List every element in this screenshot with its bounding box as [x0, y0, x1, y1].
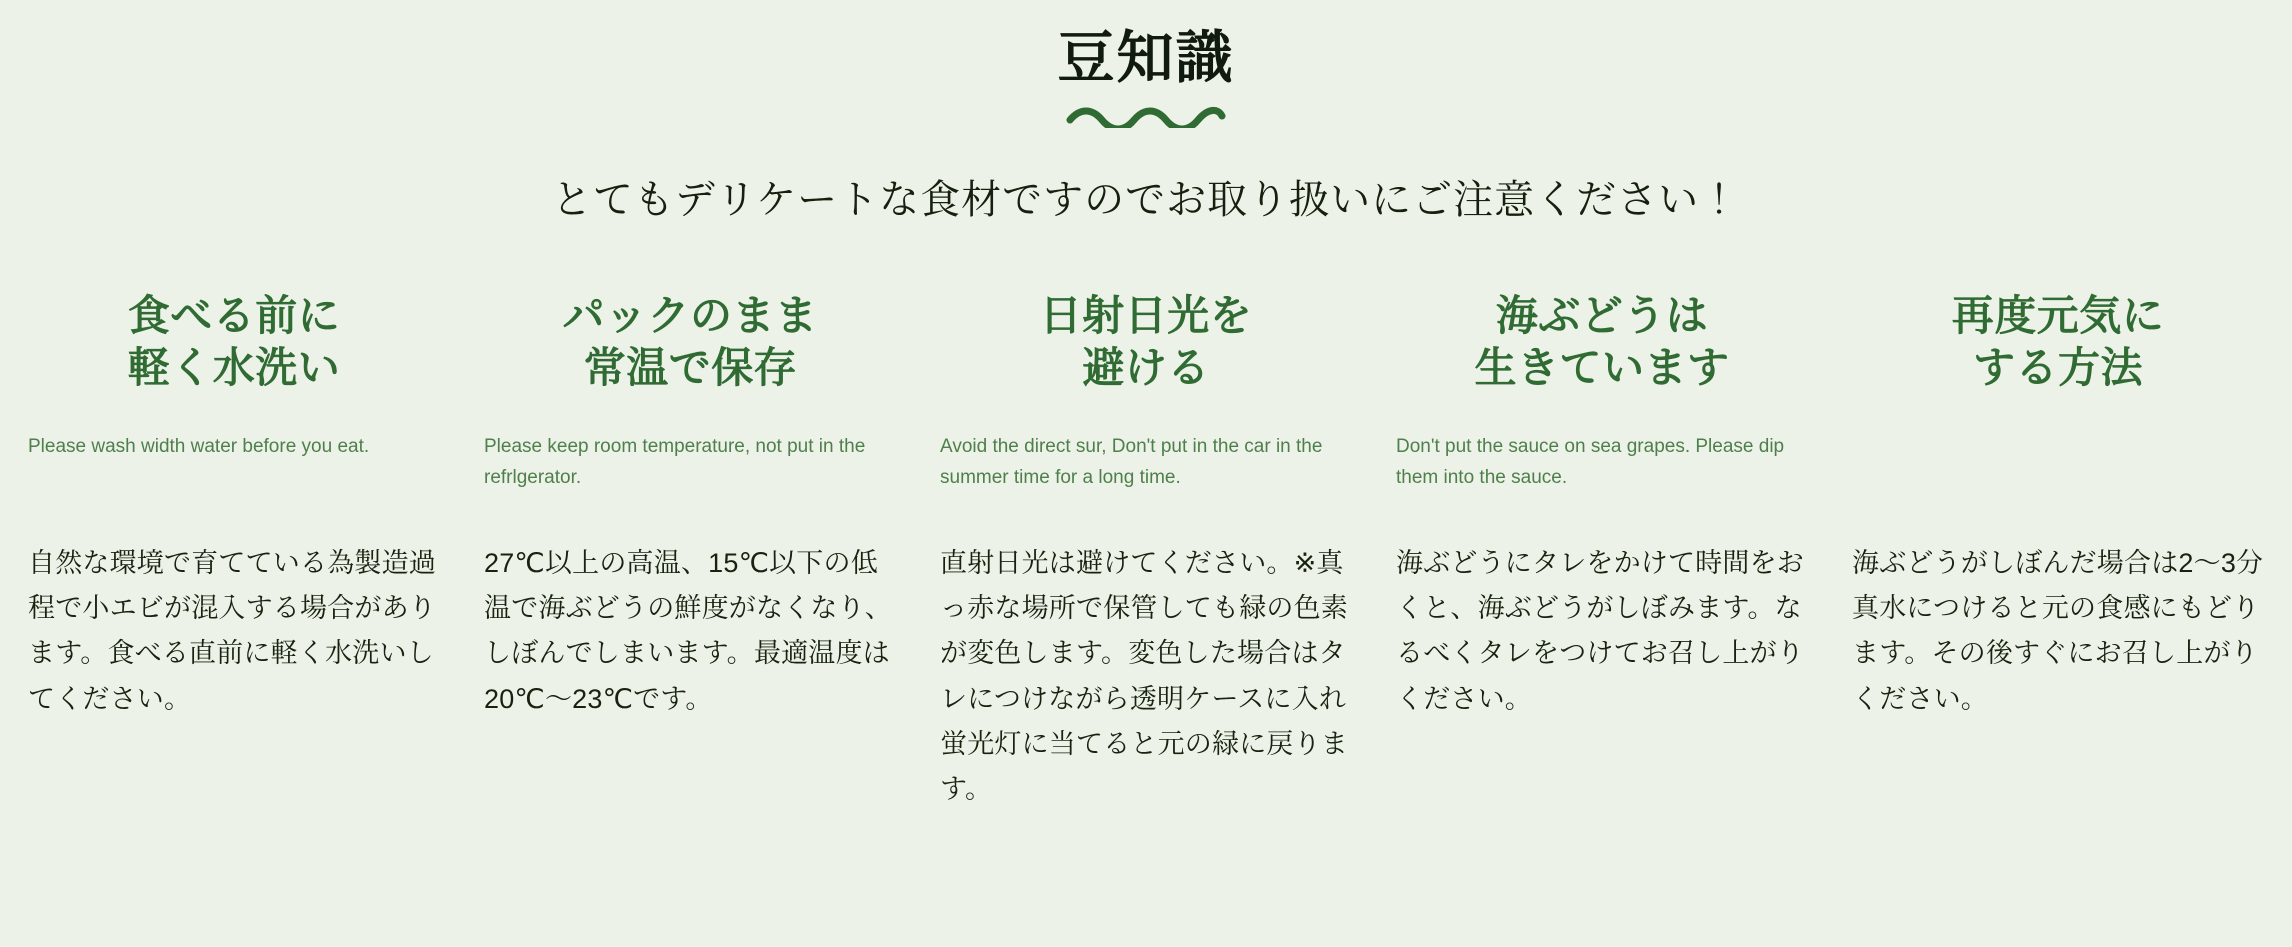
- tip-english-text: Please keep room temperature, not put in the refrlgerator.: [484, 435, 866, 488]
- tip-column: [1852, 290, 2264, 722]
- tip-title-line: 食べる前に: [127, 291, 341, 339]
- tip-english-text: Don't put the sauce on sea grapes. Please dip them into the sauce.: [1396, 435, 1785, 488]
- tip-title-line: 常温で保存: [583, 344, 797, 392]
- tip-title-line: 避ける: [1082, 344, 1210, 392]
- tip-title-line: パックのまま: [562, 291, 818, 339]
- tip-column: [940, 290, 1352, 813]
- tip-title-line: 日射日光を: [1039, 291, 1253, 339]
- tip-title-line: 軽く水洗い: [127, 344, 341, 392]
- tip-title: [940, 290, 1352, 395]
- tip-english-text: [1852, 431, 2264, 527]
- tip-japanese-text: 自然な環境で育てている為製造過程で小エビが混入する場合があります。食べる直前に軽く水洗いしてください。: [28, 547, 436, 714]
- page-header: [0, 0, 2292, 128]
- tip-english-text: Avoid the direct sur, Don't put in the car in the summer time for a long time.: [940, 435, 1323, 488]
- page-subtitle: とてもデリケートな食材ですのでお取り扱いにご注意ください！: [551, 177, 1741, 222]
- tip-column: [484, 290, 896, 722]
- tip-column: [28, 290, 440, 722]
- tip-title: [1396, 290, 1808, 395]
- tip-title-line: 生きています: [1474, 344, 1730, 392]
- tip-japanese-text: 27℃以上の高温、15℃以下の低温で海ぶどうの鮮度がなくなり、しぼんでしまいます。最適温度は20℃〜23℃です。: [484, 547, 892, 714]
- wavy-line-icon: [1066, 106, 1226, 128]
- tip-japanese-text: 直射日光は避けてください。※真っ赤な場所で保管しても緑の色素が変色します。変色した場合はタレにつけながら透明ケースに入れ蛍光灯に当てると元の緑に戻ります。: [940, 547, 1348, 805]
- tip-english-text: Please wash width water before you eat.: [28, 435, 370, 457]
- tip-column: [1396, 290, 1808, 722]
- tip-title-line: する方法: [1972, 344, 2143, 392]
- tip-title: [28, 290, 440, 395]
- tip-title: [1852, 290, 2264, 395]
- page-title: 豆知識: [1057, 26, 1235, 90]
- tip-title-line: 再度元気に: [1951, 291, 2165, 339]
- tips-columns: [28, 290, 2264, 813]
- tip-japanese-text: 海ぶどうがしぼんだ場合は2〜3分真水につけると元の食感にもどります。その後すぐにお召し上がりください。: [1852, 547, 2264, 714]
- tip-title: [484, 290, 896, 395]
- tip-japanese-text: 海ぶどうにタレをかけて時間をおくと、海ぶどうがしぼみます。なるべくタレをつけてお召し上がりください。: [1396, 547, 1804, 714]
- tip-title-line: 海ぶどうは: [1495, 291, 1709, 339]
